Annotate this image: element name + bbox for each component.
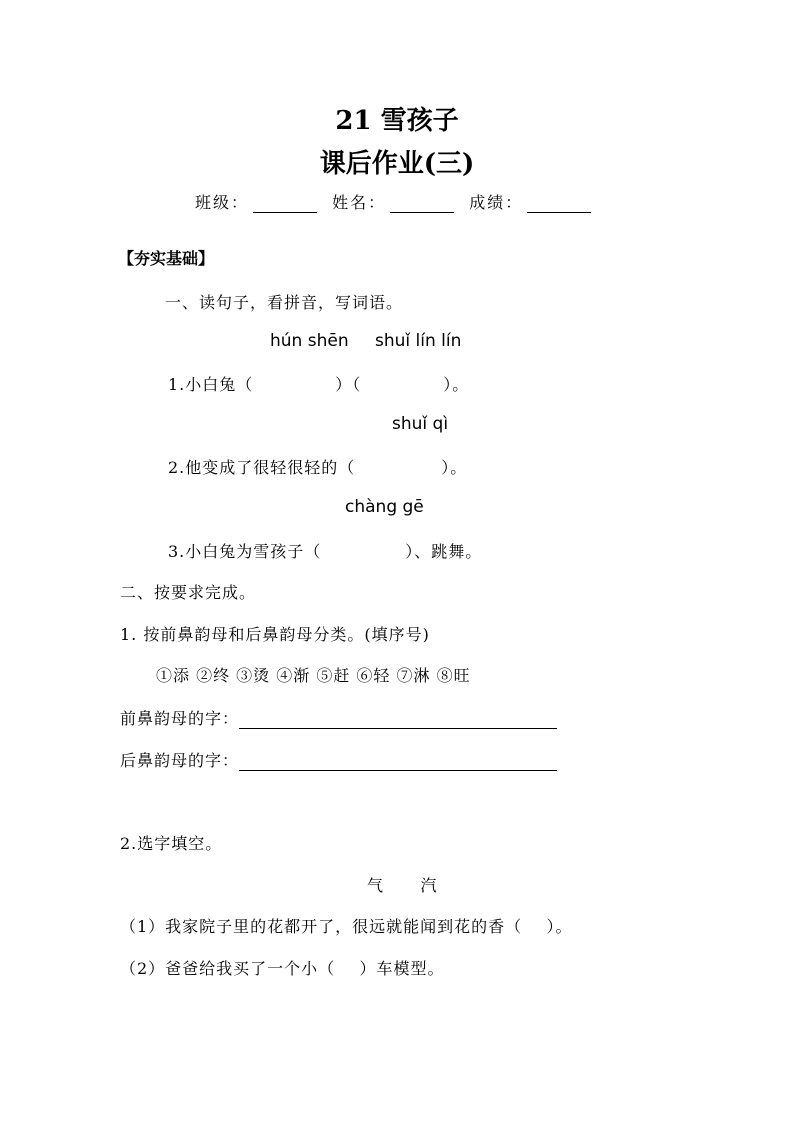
subquestion-1-title: 1. 按前鼻韵母和后鼻韵母分类。(填序号) (120, 625, 430, 644)
word-choices: 气 汽 (367, 876, 438, 895)
back-nasal-label: 后鼻韵母的字： (120, 751, 240, 770)
fill-sentence-2: （2）爸爸给我买了一个小（ ）车模型。 (120, 959, 445, 978)
sentence-1-part-b: ）（ (335, 375, 362, 394)
class-blank[interactable] (253, 194, 317, 213)
back-nasal-answer-line[interactable] (239, 752, 557, 771)
class-label: 班级： (195, 193, 250, 212)
name-blank[interactable] (390, 194, 454, 213)
question-1-heading: 一、读句子，看拼音，写词语。 (165, 293, 404, 312)
name-label: 姓名： (332, 193, 387, 212)
fill-sentence-1: （1）我家院子里的花都开了，很远就能闻到花的香（ ）。 (120, 917, 573, 936)
pinyin-hunshen: hún shēn (270, 331, 349, 351)
front-nasal-row (120, 706, 557, 729)
sentence-3 (168, 539, 482, 562)
sentence-1-part-a: 1.小白兔（ (168, 375, 254, 394)
sentence-2 (168, 455, 467, 478)
character-list: ①添 ②终 ③烫 ④渐 ⑤赶 ⑥轻 ⑦淋 ⑧旺 (156, 666, 471, 685)
pinyin-changge: chàng gē (345, 497, 424, 517)
sentence-2-part-b: ）。 (441, 458, 468, 477)
student-info-row (195, 190, 599, 213)
pinyin-shuilinlin: shuǐ lín lín (375, 331, 462, 351)
page-subtitle: 课后作业(三) (319, 149, 475, 179)
sentence-3-part-a: 3.小白兔为雪孩子（ (168, 542, 322, 561)
sentence-2-part-a: 2.他变成了很轻很轻的（ (168, 458, 356, 477)
score-label: 成绩： (469, 193, 524, 212)
sentence-1-part-c: ）。 (443, 375, 470, 394)
question-2-heading: 二、按要求完成。 (120, 583, 257, 602)
front-nasal-label: 前鼻韵母的字： (120, 709, 240, 728)
front-nasal-answer-line[interactable] (239, 710, 557, 729)
back-nasal-row (120, 748, 557, 771)
page-title: 21 雪孩子 (335, 106, 459, 136)
pinyin-shuiqi: shuǐ qì (392, 414, 449, 434)
score-blank[interactable] (527, 194, 591, 213)
sentence-3-part-b: ）、跳舞。 (405, 542, 483, 561)
subquestion-2-title: 2.选字填空。 (120, 834, 223, 853)
section-heading: 【夯实基础】 (118, 249, 215, 268)
sentence-1 (168, 372, 469, 395)
